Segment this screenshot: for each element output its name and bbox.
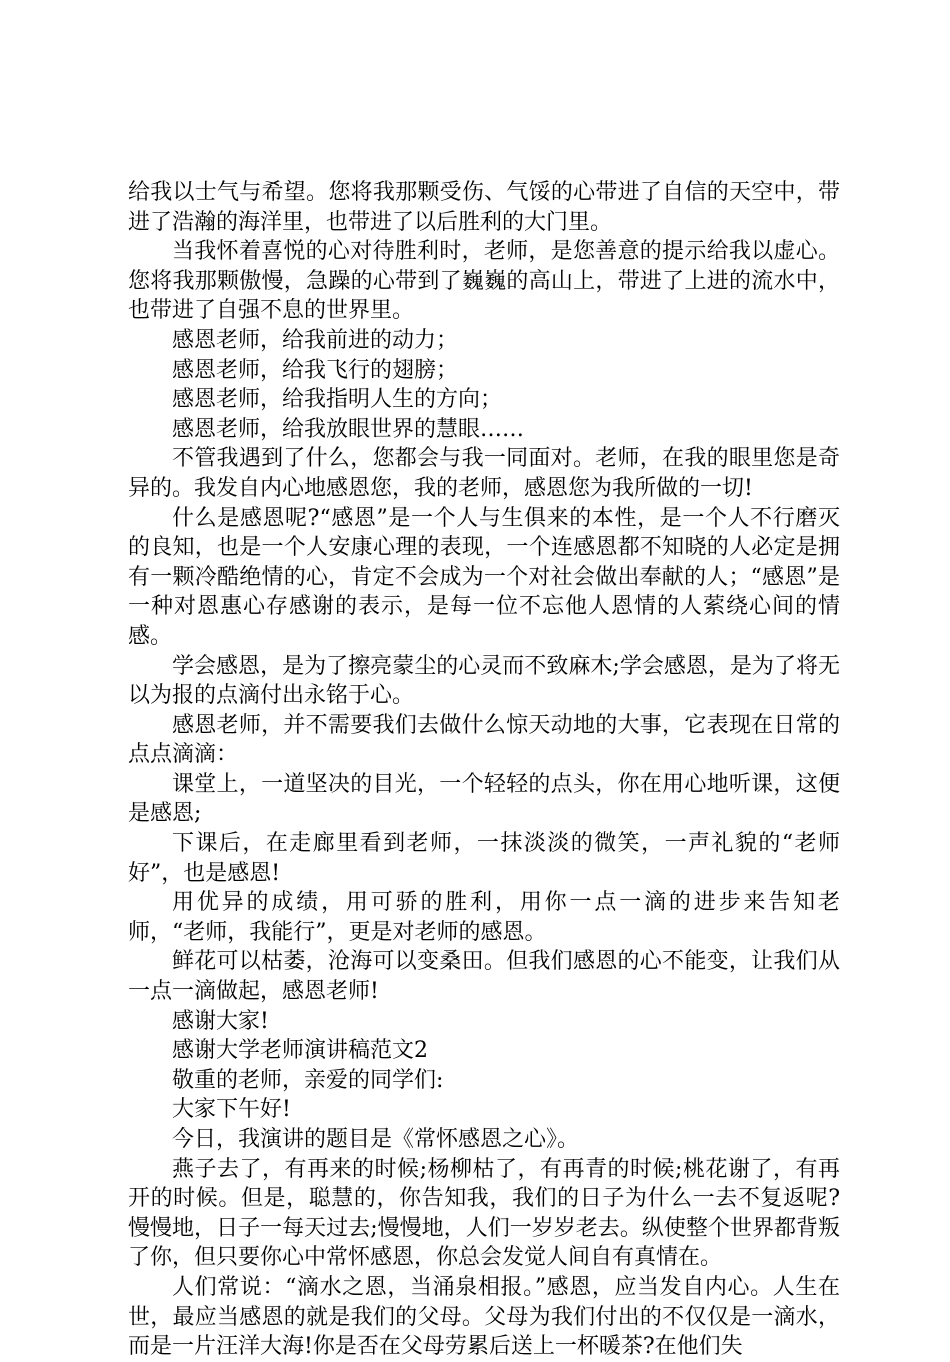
salutation: 敬重的老师，亲爱的同学们: xyxy=(172,1067,444,1093)
paragraph: 用优异的成绩，用可骄的胜利，用你一点一滴的进步来告知老师，“老师，我能行”，更是对老师的感恩。 xyxy=(128,890,840,945)
paragraph: 今日，我演讲的题目是《常怀感恩之心》。 xyxy=(172,1127,580,1152)
paragraph: 感恩老师，并不需要我们去做什么惊天动地的大事，它表现在日常的点点滴滴： xyxy=(128,712,840,768)
paragraph: 当我怀着喜悦的心对待胜利时，老师，是您善意的提示给我以虚心。您将我那颗傲慢，急躁的心带到了巍巍的高山上，带进了上进的流水中，也带进了自强不息的世界里。 xyxy=(128,239,840,324)
paragraph: 感恩老师，给我飞行的翅膀； xyxy=(172,357,459,383)
paragraph: 什么是感恩呢?“感恩”是一个人与生俱来的本性，是一个人不行磨灭的良知，也是一个人安康心理的表现，一个连感恩都不知晓的人必定是拥有一颗冷酷绝情的心，肯定不会成为一个对社会做出奉献的人；“感恩”是一种对恩惠心存感谢的表示，是每一位不忘他人恩情的人萦绕心间的情感。 xyxy=(128,505,840,649)
paragraph: 人们常说：“滴水之恩，当涌泉相报。”感恩，应当发自内心。人生在世，最应当感恩的就是我们的父母。父母为我们付出的不仅仅是一滴水，而是一片汪洋大海!你是否在父母劳累后送上一杯暖茶?在他们失 xyxy=(128,1274,840,1360)
paragraph: 感恩老师，给我前进的动力； xyxy=(172,327,459,353)
paragraph: 课堂上，一道坚决的目光，一个轻轻的点头，你在用心地听课，这便是感恩; xyxy=(128,771,840,827)
paragraph: 鲜花可以枯萎，沧海可以变桑田。但我们感恩的心不能变，让我们从一点一滴做起，感恩老师! xyxy=(128,949,840,1005)
document-body xyxy=(128,178,840,1362)
paragraph: 感恩老师，给我放眼世界的慧眼…… xyxy=(172,416,525,442)
paragraph: 感谢大家! xyxy=(172,1008,269,1034)
section-title: 感谢大学老师演讲稿范文2 xyxy=(172,1038,428,1064)
paragraph: 学会感恩，是为了擦亮蒙尘的心灵而不致麻木;学会感恩，是为了将无以为报的点滴付出永铭于心。 xyxy=(128,653,840,709)
paragraph: 下课后，在走廊里看到老师，一抹淡淡的微笑，一声礼貌的“老师好”，也是感恩! xyxy=(128,831,840,886)
paragraph: 燕子去了，有再来的时候;杨柳枯了，有再青的时候;桃花谢了，有再开的时候。但是，聪慧的，你告知我，我们的日子为什么一去不复返呢?慢慢地，日子一每天过去;慢慢地，人们一岁岁老去。纵使整个世界都背叛了你，但只要你心中常怀感恩，你总会发觉人间自有真情在。 xyxy=(128,1156,840,1271)
greeting: 大家下午好! xyxy=(172,1097,291,1123)
paragraph: 给我以士气与希望。您将我那颗受伤、气馁的心带进了自信的天空中，带进了浩瀚的海洋里，也带进了以后胜利的大门里。 xyxy=(128,180,840,235)
paragraph: 不管我遇到了什么，您都会与我一同面对。老师，在我的眼里您是奇异的。我发自内心地感恩您，我的老师，感恩您为我所做的一切! xyxy=(128,446,840,501)
paragraph: 感恩老师，给我指明人生的方向； xyxy=(172,387,503,413)
